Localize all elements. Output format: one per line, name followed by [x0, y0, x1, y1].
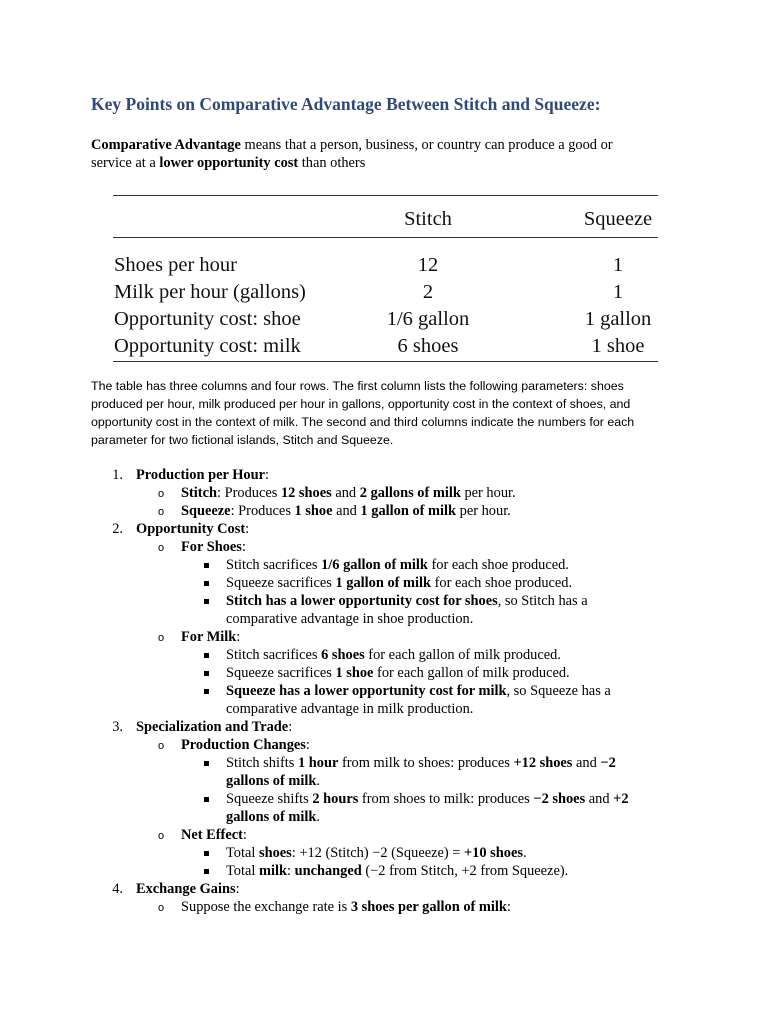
text-bold: gallons of milk: [226, 773, 317, 789]
text-bold: 1 hour: [297, 755, 339, 771]
text: Stitch sacrifices: [226, 647, 322, 663]
list-number: 2.: [112, 521, 123, 537]
punctuation: :: [265, 467, 269, 483]
text: for each shoe produced.: [431, 575, 573, 591]
list-item: [93, 718, 292, 736]
square-bullet-icon: [204, 599, 209, 604]
section-heading: Exchange Gains: [136, 881, 236, 897]
text: , so Stitch has a: [497, 593, 588, 609]
punctuation: :: [305, 737, 310, 753]
table-row-label: Milk per hour (gallons): [114, 281, 306, 303]
punctuation: :: [245, 521, 250, 537]
text: Total: [226, 863, 259, 879]
text: .: [316, 773, 320, 789]
square-bullet-icon: [204, 653, 209, 658]
text-bold: unchanged: [294, 863, 362, 879]
list-item: [204, 754, 616, 772]
text: , so Squeeze has a: [506, 683, 611, 699]
text: from shoes to milk: produces: [358, 791, 534, 807]
list-item: [204, 790, 629, 808]
text: : Produces: [216, 485, 281, 501]
text: Total: [226, 845, 259, 861]
table-caption: [91, 377, 681, 449]
text: and: [332, 503, 361, 519]
punctuation: :: [242, 827, 247, 843]
page-title: Key Points on Comparative Advantage Between Stitch and Squeeze:: [91, 94, 601, 114]
table-cell: 6 shoes: [397, 335, 459, 357]
list-item: [204, 862, 568, 880]
list-item: [158, 628, 240, 646]
text-bold: 1 shoe: [294, 503, 333, 519]
square-bullet-icon: [204, 851, 209, 856]
table-header-squeeze: Squeeze: [583, 208, 653, 230]
text-bold: −2: [600, 755, 616, 771]
text-bold: 1 gallon of milk: [360, 503, 457, 519]
text: for each shoe produced.: [427, 557, 569, 573]
table-row-label: Shoes per hour: [114, 254, 237, 276]
text-bold: shoes: [258, 845, 292, 861]
punctuation: :: [236, 629, 241, 645]
text-bold: 1/6 gallon of milk: [321, 557, 428, 573]
square-bullet-icon: [204, 563, 209, 568]
list-item: [158, 484, 516, 502]
caption-line: The table has three columns and four rows. The first column lists the following parameters: shoes: [91, 379, 624, 393]
table-header-stitch: Stitch: [404, 208, 452, 230]
list-item: [93, 466, 269, 484]
table-cell: 12: [417, 254, 439, 276]
list-number: 4.: [112, 881, 123, 897]
square-bullet-icon: [204, 689, 209, 694]
circle-bullet-icon: o: [158, 506, 165, 518]
text-bold: +2: [613, 791, 629, 807]
text-bold: 1 shoe: [335, 665, 374, 681]
caption-line: produced per hour, milk produced per hour in gallons, opportunity cost in the context of shoes, and: [91, 397, 631, 411]
text: Squeeze sacrifices: [226, 575, 336, 591]
intro-text-2: service at a: [91, 155, 160, 171]
text: Squeeze shifts: [226, 791, 313, 807]
list-item: [158, 736, 310, 754]
intro-text-1: means that a person, business, or country can produce a good or: [240, 137, 613, 153]
list-item-continuation: [226, 772, 320, 790]
caption-line: opportunity cost in the context of milk. The second and third columns indicate the numbers for each: [91, 415, 635, 429]
table-bottom-rule: [113, 361, 658, 362]
text: and: [572, 755, 601, 771]
list-item-continuation: comparative advantage in milk production.: [226, 701, 474, 717]
text: .: [522, 845, 527, 861]
intro-paragraph: [91, 136, 691, 172]
text: per hour.: [456, 503, 511, 519]
list-item: [158, 502, 511, 520]
text: and: [585, 791, 614, 807]
text: for each gallon of milk produced.: [364, 647, 561, 663]
text: :: [506, 899, 511, 915]
circle-bullet-icon: o: [158, 488, 165, 500]
section-heading: Opportunity Cost: [136, 521, 246, 537]
table-cell: 1 shoe: [591, 335, 645, 357]
text: and: [331, 485, 360, 501]
list-item: [204, 574, 572, 592]
text: : Produces: [230, 503, 295, 519]
list-item: [204, 682, 611, 700]
square-bullet-icon: [204, 869, 209, 874]
list-item-continuation: comparative advantage in shoe production.: [226, 611, 474, 627]
list-item: [204, 646, 561, 664]
text-bold: Squeeze: [181, 503, 231, 519]
table-row-label: Opportunity cost: shoe: [114, 308, 301, 330]
text-bold: Stitch has a lower opportunity cost for shoes: [226, 593, 498, 609]
text-bold: 3 shoes per gallon of milk: [350, 899, 507, 915]
list-item: [93, 880, 240, 898]
square-bullet-icon: [204, 671, 209, 676]
table-cell: 2: [422, 281, 434, 303]
table-top-rule: [113, 195, 658, 196]
comparison-table: [113, 193, 658, 363]
list-item: [158, 826, 247, 844]
list-item-continuation: [226, 808, 320, 826]
text: from milk to shoes: produces: [338, 755, 514, 771]
list-item: [204, 664, 570, 682]
list-item: [204, 592, 588, 610]
text-bold: Stitch: [181, 485, 217, 501]
circle-bullet-icon: o: [158, 740, 165, 752]
list-number: 3.: [112, 719, 123, 735]
text-bold: 12 shoes: [280, 485, 332, 501]
list-item: [93, 520, 249, 538]
list-item: [204, 556, 569, 574]
circle-bullet-icon: o: [158, 632, 165, 644]
text: (−2 from Stitch, +2 from Squeeze).: [361, 863, 569, 879]
text-bold: 2 hours: [312, 791, 359, 807]
square-bullet-icon: [204, 797, 209, 802]
text: : +12 (Stitch) −2 (Squeeze) =: [291, 845, 464, 861]
table-cell: 1/6 gallon: [386, 308, 470, 330]
circle-bullet-icon: o: [158, 902, 165, 914]
text: Suppose the exchange rate is: [181, 899, 351, 915]
table-cell: 1: [612, 254, 624, 276]
text-bold: +12 shoes: [513, 755, 573, 771]
text: .: [316, 809, 320, 825]
text: Squeeze sacrifices: [226, 665, 336, 681]
text-bold: 1 gallon of milk: [335, 575, 432, 591]
subsection-heading: Net Effect: [181, 827, 243, 843]
table-row-label: Opportunity cost: milk: [114, 335, 301, 357]
text: per hour.: [460, 485, 516, 501]
square-bullet-icon: [204, 581, 209, 586]
circle-bullet-icon: o: [158, 830, 165, 842]
text-bold: Squeeze has a lower opportunity cost for milk: [226, 683, 507, 699]
text-bold: 6 shoes: [321, 647, 365, 663]
punctuation: :: [288, 719, 293, 735]
list-item: [158, 898, 511, 916]
list-item: [158, 538, 246, 556]
text-bold: gallons of milk: [226, 809, 317, 825]
text: Stitch shifts: [226, 755, 298, 771]
table-cell: 1: [612, 281, 624, 303]
punctuation: :: [235, 881, 240, 897]
circle-bullet-icon: o: [158, 542, 165, 554]
table-header-rule: [113, 237, 658, 238]
intro-term: Comparative Advantage: [91, 137, 241, 153]
text-bold: −2 shoes: [533, 791, 586, 807]
text-bold: milk: [258, 863, 287, 879]
caption-line: parameter for two fictional islands, Stitch and Squeeze.: [91, 433, 394, 447]
square-bullet-icon: [204, 761, 209, 766]
text-bold: +10 shoes: [463, 845, 523, 861]
text-bold: 2 gallons of milk: [359, 485, 461, 501]
section-heading: Specialization and Trade: [136, 719, 289, 735]
text: Stitch sacrifices: [226, 557, 322, 573]
subsection-heading: For Milk: [181, 629, 237, 645]
table-cell: 1 gallon: [584, 308, 652, 330]
section-heading: Production per Hour: [136, 467, 265, 483]
punctuation: :: [241, 539, 246, 555]
subsection-heading: Production Changes: [181, 737, 306, 753]
list-item: [204, 844, 527, 862]
subsection-heading: For Shoes: [181, 539, 242, 555]
text: :: [286, 863, 295, 879]
list-number: 1.: [112, 467, 123, 483]
intro-bold: lower opportunity cost: [159, 155, 299, 171]
text: for each gallon of milk produced.: [373, 665, 570, 681]
intro-text-3: than others: [298, 155, 366, 171]
